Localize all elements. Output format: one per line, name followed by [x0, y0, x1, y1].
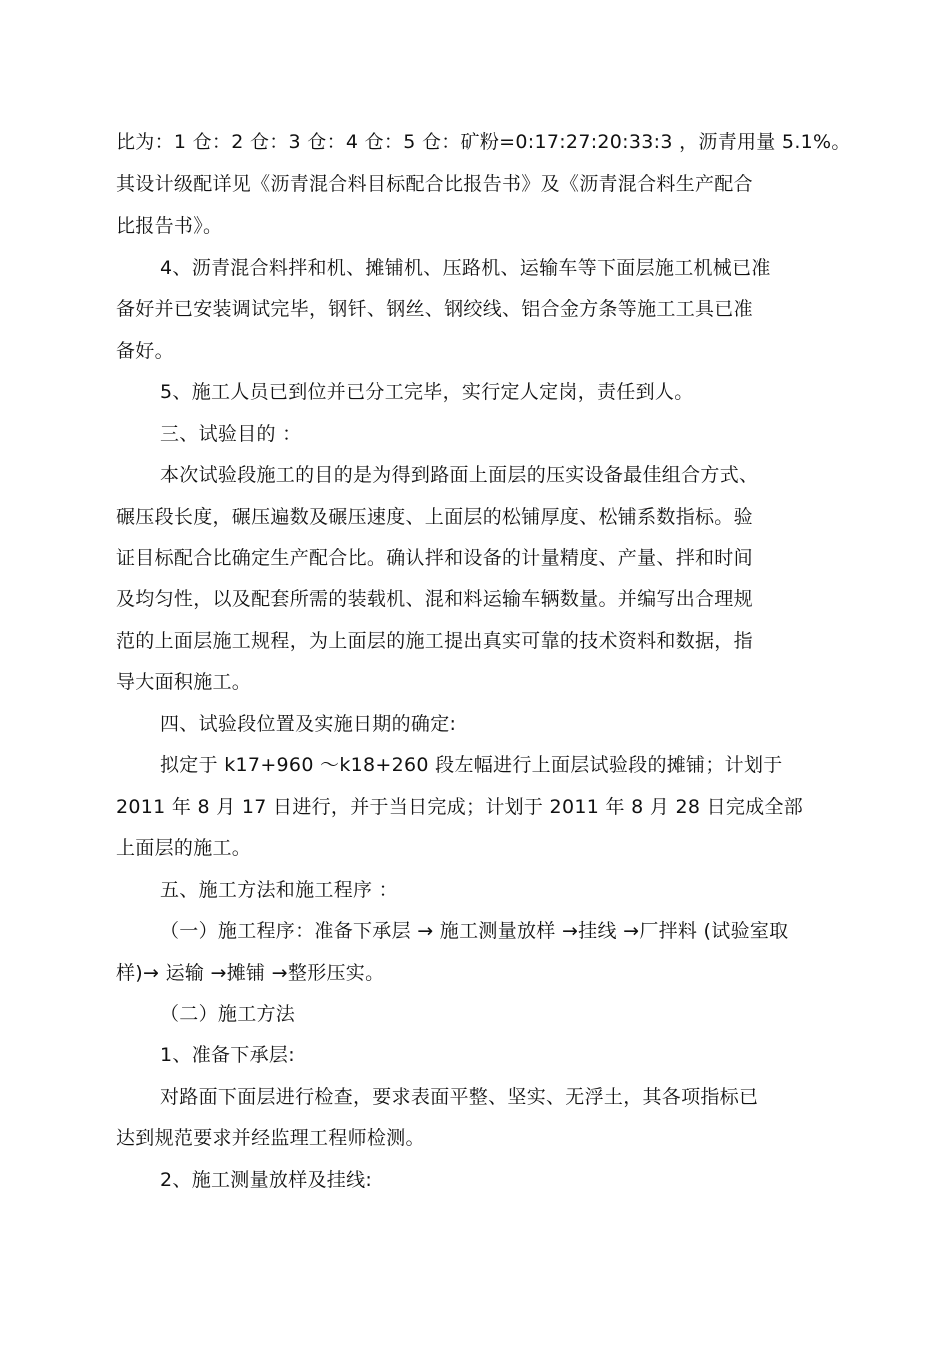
- text-line-24: 对路面下面层进行检查，要求表面平整、坚实、无浮土，其各项指标已: [160, 1086, 759, 1108]
- text-line-17: 2011 年 8 月 17 日进行，并于当日完成；计划于 2011 年 8 月 28 日完成全部: [116, 796, 804, 818]
- text-line-11: 证目标配合比确定生产配合比。确认拌和设备的计量精度、产量、拌和时间: [116, 547, 753, 569]
- text-line-13: 范的上面层施工规程，为上面层的施工提出真实可靠的技术资料和数据，指: [116, 630, 753, 652]
- text-line-20: （一）施工程序：准备下承层 → 施工测量放样 →挂线 →厂拌料 (试验室取: [160, 920, 789, 942]
- text-line-6: 备好。: [116, 340, 174, 362]
- text-line-5: 备好并已安装调试完毕，钢钎、钢丝、钢绞线、铝合金方条等施工工具已准: [116, 298, 753, 320]
- text-line-14: 导大面积施工。: [116, 671, 252, 693]
- section-heading-5: 五、施工方法和施工程序 ：: [160, 879, 398, 901]
- section-heading-4: 四、试验段位置及实施日期的确定:: [160, 713, 457, 735]
- section-heading-3: 三、试验目的 ：: [160, 423, 302, 445]
- text-line-25: 达到规范要求并经监理工程师检测。: [116, 1127, 425, 1149]
- text-line-10: 碾压段长度，碾压遍数及碾压速度、上面层的松铺厚度、松铺系数指标。验: [116, 506, 753, 528]
- text-line-7: 5、施工人员已到位并已分工完毕，实行定人定岗，责任到人。: [160, 381, 694, 403]
- text-line-4: 4、沥青混合料拌和机、摊铺机、压路机、运输车等下面层施工机械已准: [160, 257, 771, 279]
- item-heading-2: 2、施工测量放样及挂线:: [160, 1169, 373, 1191]
- text-line-3: 比报告书》。: [116, 215, 223, 237]
- text-line-18: 上面层的施工。: [116, 837, 252, 859]
- subsection-heading-methods: （二）施工方法: [160, 1003, 296, 1025]
- text-line-12: 及均匀性，以及配套所需的装载机、混和料运输车辆数量。并编写出合理规: [116, 588, 753, 610]
- text-line-1: 比为：1 仓：2 仓：3 仓：4 仓：5 仓：矿粉=0:17:27:20:33:3 ，沥青用量 5.1%。: [116, 131, 851, 153]
- text-line-2: 其设计级配详见《沥青混合料目标配合比报告书》及《沥青混合料生产配合: [116, 173, 753, 195]
- text-line-9: 本次试验段施工的目的是为得到路面上面层的压实设备最佳组合方式、: [160, 464, 759, 486]
- text-line-21: 样)→ 运输 →摊铺 →整形压实。: [116, 962, 385, 984]
- item-heading-1: 1、准备下承层:: [160, 1044, 295, 1066]
- text-line-16: 拟定于 k17+960 ～k18+260 段左幅进行上面层试验段的摊铺；计划于: [160, 754, 783, 776]
